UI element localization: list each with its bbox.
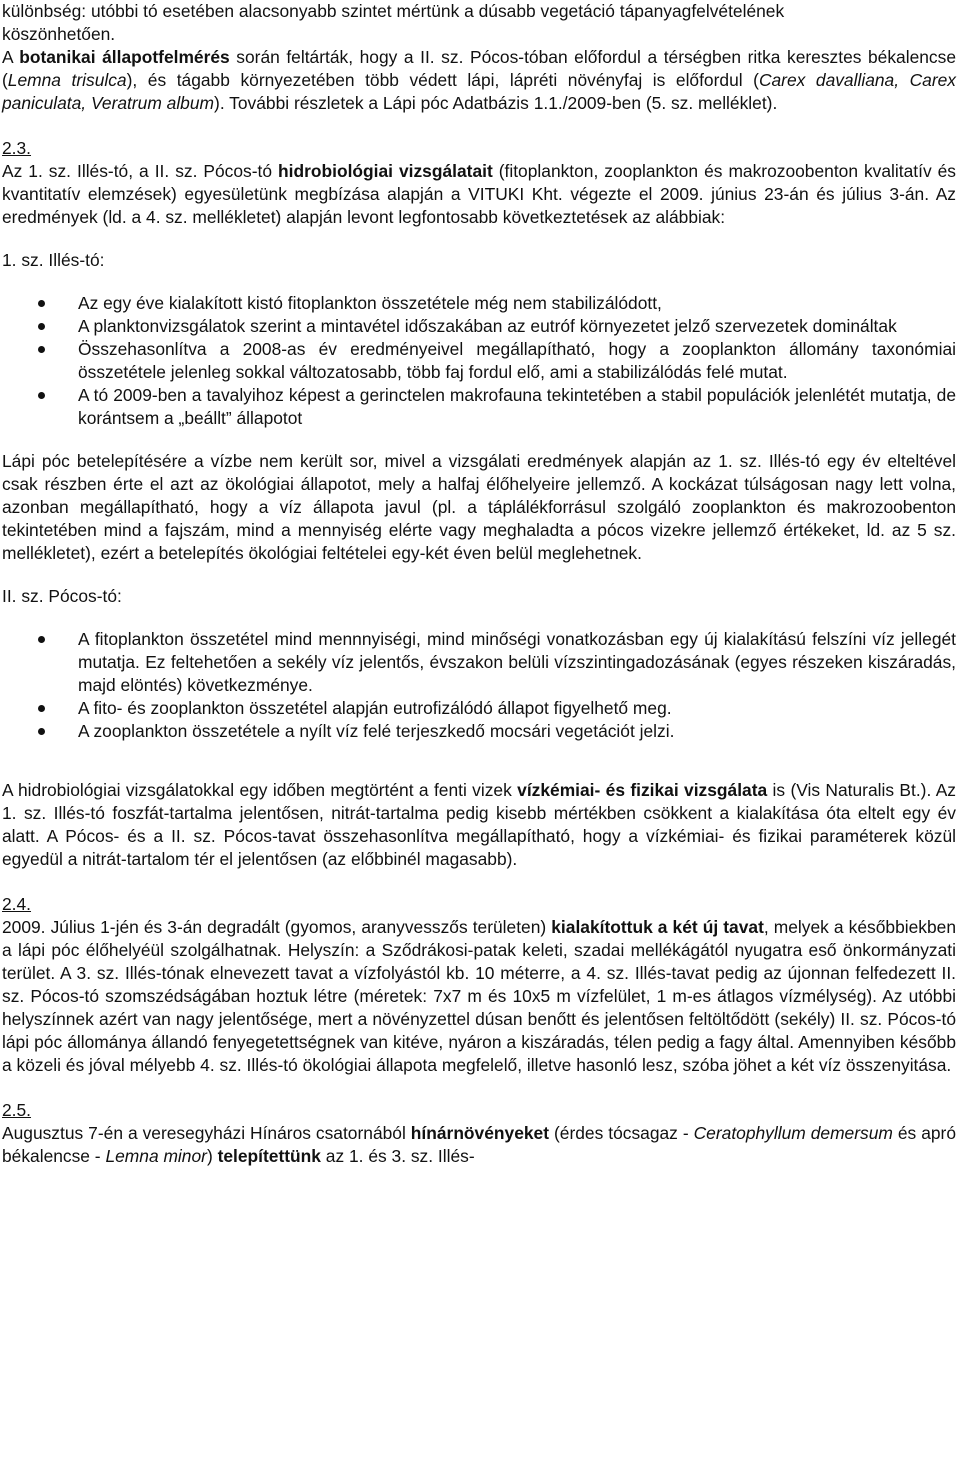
lake2-heading: II. sz. Pócos-tó: bbox=[2, 586, 122, 606]
list-item bbox=[2, 338, 956, 384]
lake1-findings-list bbox=[2, 292, 956, 430]
bold-term: hínárnövényeket bbox=[410, 1123, 550, 1143]
species-name: Lemna minor bbox=[105, 1146, 207, 1166]
list-item-text: Összehasonlítva a 2008-as év eredményeivel megállapítható, hogy a zooplankton állomány taxonómiai összetétele jelenleg sokkal változatosabb, több faj fordul elő, ami a stabilizálódás felé mutat. bbox=[78, 339, 956, 382]
text-run: és apró békalencse - bbox=[2, 1123, 956, 1166]
bold-term: telepítettünk bbox=[217, 1146, 321, 1166]
bold-term: hidrobiológiai vizsgálatait bbox=[278, 161, 493, 181]
list-item-text: A tó 2009-ben a tavalyihoz képest a gerinctelen makrofauna tekintetében a stabil populációk jelenlétét mutatja, de korántsem a „beállt” állapotot bbox=[78, 385, 956, 428]
bullet-icon bbox=[38, 728, 45, 735]
text-run: ), és tágabb környezetében több védett lápi, lápréti növényfaj is előfordul ( bbox=[126, 70, 759, 90]
list-item-text: A planktonvizsgálatok szerint a mintavétel időszakában az eutróf környezetet jelző szervezetek domináltak bbox=[78, 316, 897, 336]
botanical-paragraph bbox=[2, 46, 956, 115]
list-item bbox=[2, 720, 956, 743]
text-run: A hidrobiológiai vizsgálatokkal egy időben megtörtént a fenti vizek bbox=[2, 780, 518, 800]
new-ponds-paragraph bbox=[2, 916, 956, 1077]
list-item-text: A fito- és zooplankton összetétel alapján eutrofizálódó állapot figyelhető meg. bbox=[78, 698, 672, 718]
bullet-icon bbox=[38, 323, 45, 330]
text-run: 2009. Július 1-jén és 3-án degradált (gyomos, aranyvesszős területen) bbox=[2, 917, 552, 937]
list-item bbox=[2, 315, 956, 338]
text-run: is (Vis Naturalis Bt.). Az 1. sz. Illés-tó foszfát-tartalma jelentősen, nitrát-tartalma pedig kisebb mértékben csökkent a kialakítása óta eltelt egy év alatt. A Pócos- és a II. sz. Pócos-tavat összehasonlítva megállapítható, hogy a vízkémiai- és fizikai paraméterek közül egyedül a nitrát-tartalom tér el jelentősen (az előbbinél magasabb). bbox=[2, 780, 956, 869]
intro-line-2: köszönhetően. bbox=[2, 24, 116, 44]
text-run: ). További részletek a Lápi póc Adatbázis 1.1./2009-ben (5. sz. melléklet). bbox=[214, 93, 778, 113]
bold-term: kialakítottuk a két új tavat bbox=[551, 917, 764, 937]
bullet-icon bbox=[38, 705, 45, 712]
species-name: Ceratophyllum demersum bbox=[693, 1123, 893, 1143]
lapi-poc-paragraph: Lápi póc betelepítésére a vízbe nem került sor, mivel a vizsgálati eredmények alapján az 1. sz. Illés-tó egy év elteltével csak részben érte el azt az ökológiai állapotot, mely a halfaj élőhelyeire jellemző. A kockázat túlságosan nagy lett volna, azonban megállapítható, hogy a víz állapota javul (pl. a táplálékforrásul szolgáló zooplankton és makrozoobenton tekintetében mind a fajszám, mind a mennyiség elérte vagy meghaladta a pócos vizekre jellemző értékeket, ld. az 5 sz. mellékletet), ezért a betelepítés ökológiai feltételei egy-két éven belül meglehetnek. bbox=[2, 451, 956, 563]
document-page bbox=[2, 0, 956, 1168]
bullet-icon bbox=[38, 346, 45, 353]
bullet-icon bbox=[38, 636, 45, 643]
text-run: , melyek a későbbiekben a lápi póc élőhelyéül szolgálhatnak. Helyszín: a Sződrákosi-patak keleti, szadai mellékágától nyugatra eső önkormányzati terület. A 3. sz. Illés-tónak elnevezett tavat a vízfolyástól kb. 10 méterre, a 4. sz. Illés-tavat pedig az újonnan felfedezett II. sz. Pócos-tó szomszédságában hoztuk létre (méretek: 7x7 m és 10x5 m vízfelület, 1 m-es átlagos vízmélység). Az utóbbi helyszínnek azért van nagy jelentősége, mert a növényzettel dúsan benőtt és jelentősen feltöltődött (sekély) II. sz. Pócos-tó lápi póc állománya állandó fenyegetettségnek van kitéve, nyáron a kiszáradás, télen pedig a fagy által. Amennyiben később a közeli és jóval mélyebb 4. sz. Illés-tó ökológiai állapota megfelelő, illetve hasonló lesz, szóba jöhet a két víz összenyitása. bbox=[2, 917, 956, 1075]
text-run: Az 1. sz. Illés-tó, a II. sz. Pócos-tó bbox=[2, 161, 279, 181]
intro-paragraph-1 bbox=[2, 0, 956, 46]
species-names: Carex davalliana, Carex paniculata, Veratrum album bbox=[2, 70, 956, 113]
intro-line-1: különbség: utóbbi tó esetében alacsonyabb szintet mértünk a dúsabb vegetáció tápanyagfelvételének bbox=[2, 1, 785, 21]
species-name: Lemna trisulca bbox=[7, 70, 127, 90]
list-item-text: A fitoplankton összetétel mind mennnyiségi, mind minőségi vonatkozásban egy új kialakítású felszíni víz jellegét mutatja. Ez feltehetően a sekély víz jelentős, évszakon belüli vízszintingadozásának (egyes részeken kiszáradás, majd elöntés) következménye. bbox=[78, 629, 956, 695]
text-run: az 1. és 3. sz. Illés- bbox=[320, 1146, 475, 1166]
text-run: során feltárták, hogy a II. sz. Pócos-tóban előfordul a térségben ritka keresztes békalencse ( bbox=[2, 47, 956, 90]
list-item-text: A zooplankton összetétele a nyílt víz felé terjeszkedő mocsári vegetációt jelzi. bbox=[78, 721, 675, 741]
bullet-icon bbox=[38, 392, 45, 399]
lake2-findings-list bbox=[2, 628, 956, 743]
list-item bbox=[2, 628, 956, 697]
water-chemistry-paragraph bbox=[2, 779, 956, 871]
list-item bbox=[2, 384, 956, 430]
text-run: ) bbox=[206, 1146, 218, 1166]
section-number-2-5: 2.5. bbox=[2, 1100, 32, 1120]
text-run: (érdes tócsagaz - bbox=[549, 1123, 689, 1143]
bullet-icon bbox=[38, 300, 45, 307]
text-run: (fitoplankton, zooplankton és makrozoobenton kvalitatív és kvantitatív elemzések) egyesületünk megbízása alapján a VITUKI Kht. végezte el 2009. június 23-án és július 3-án. Az eredmények (ld. a 4. sz. mellékletet) alapján levont legfontosabb következtetések az alábbiak: bbox=[2, 161, 956, 227]
hydrobiology-paragraph bbox=[2, 160, 956, 229]
section-number-2-3: 2.3. bbox=[2, 138, 32, 158]
planting-paragraph bbox=[2, 1122, 956, 1168]
list-item bbox=[2, 697, 956, 720]
bold-term: vízkémiai- és fizikai vizsgálata bbox=[517, 780, 768, 800]
bold-term: botanikai állapotfelmérés bbox=[19, 47, 230, 67]
list-item-text: Az egy éve kialakított kistó fitoplankton összetétele még nem stabilizálódott, bbox=[78, 293, 662, 313]
list-item bbox=[2, 292, 956, 315]
text-run: Augusztus 7-én a veresegyházi Hínáros csatornából bbox=[2, 1123, 411, 1143]
text-run: A bbox=[2, 47, 20, 67]
section-number-2-4: 2.4. bbox=[2, 894, 32, 914]
lake1-heading: 1. sz. Illés-tó: bbox=[2, 250, 105, 270]
